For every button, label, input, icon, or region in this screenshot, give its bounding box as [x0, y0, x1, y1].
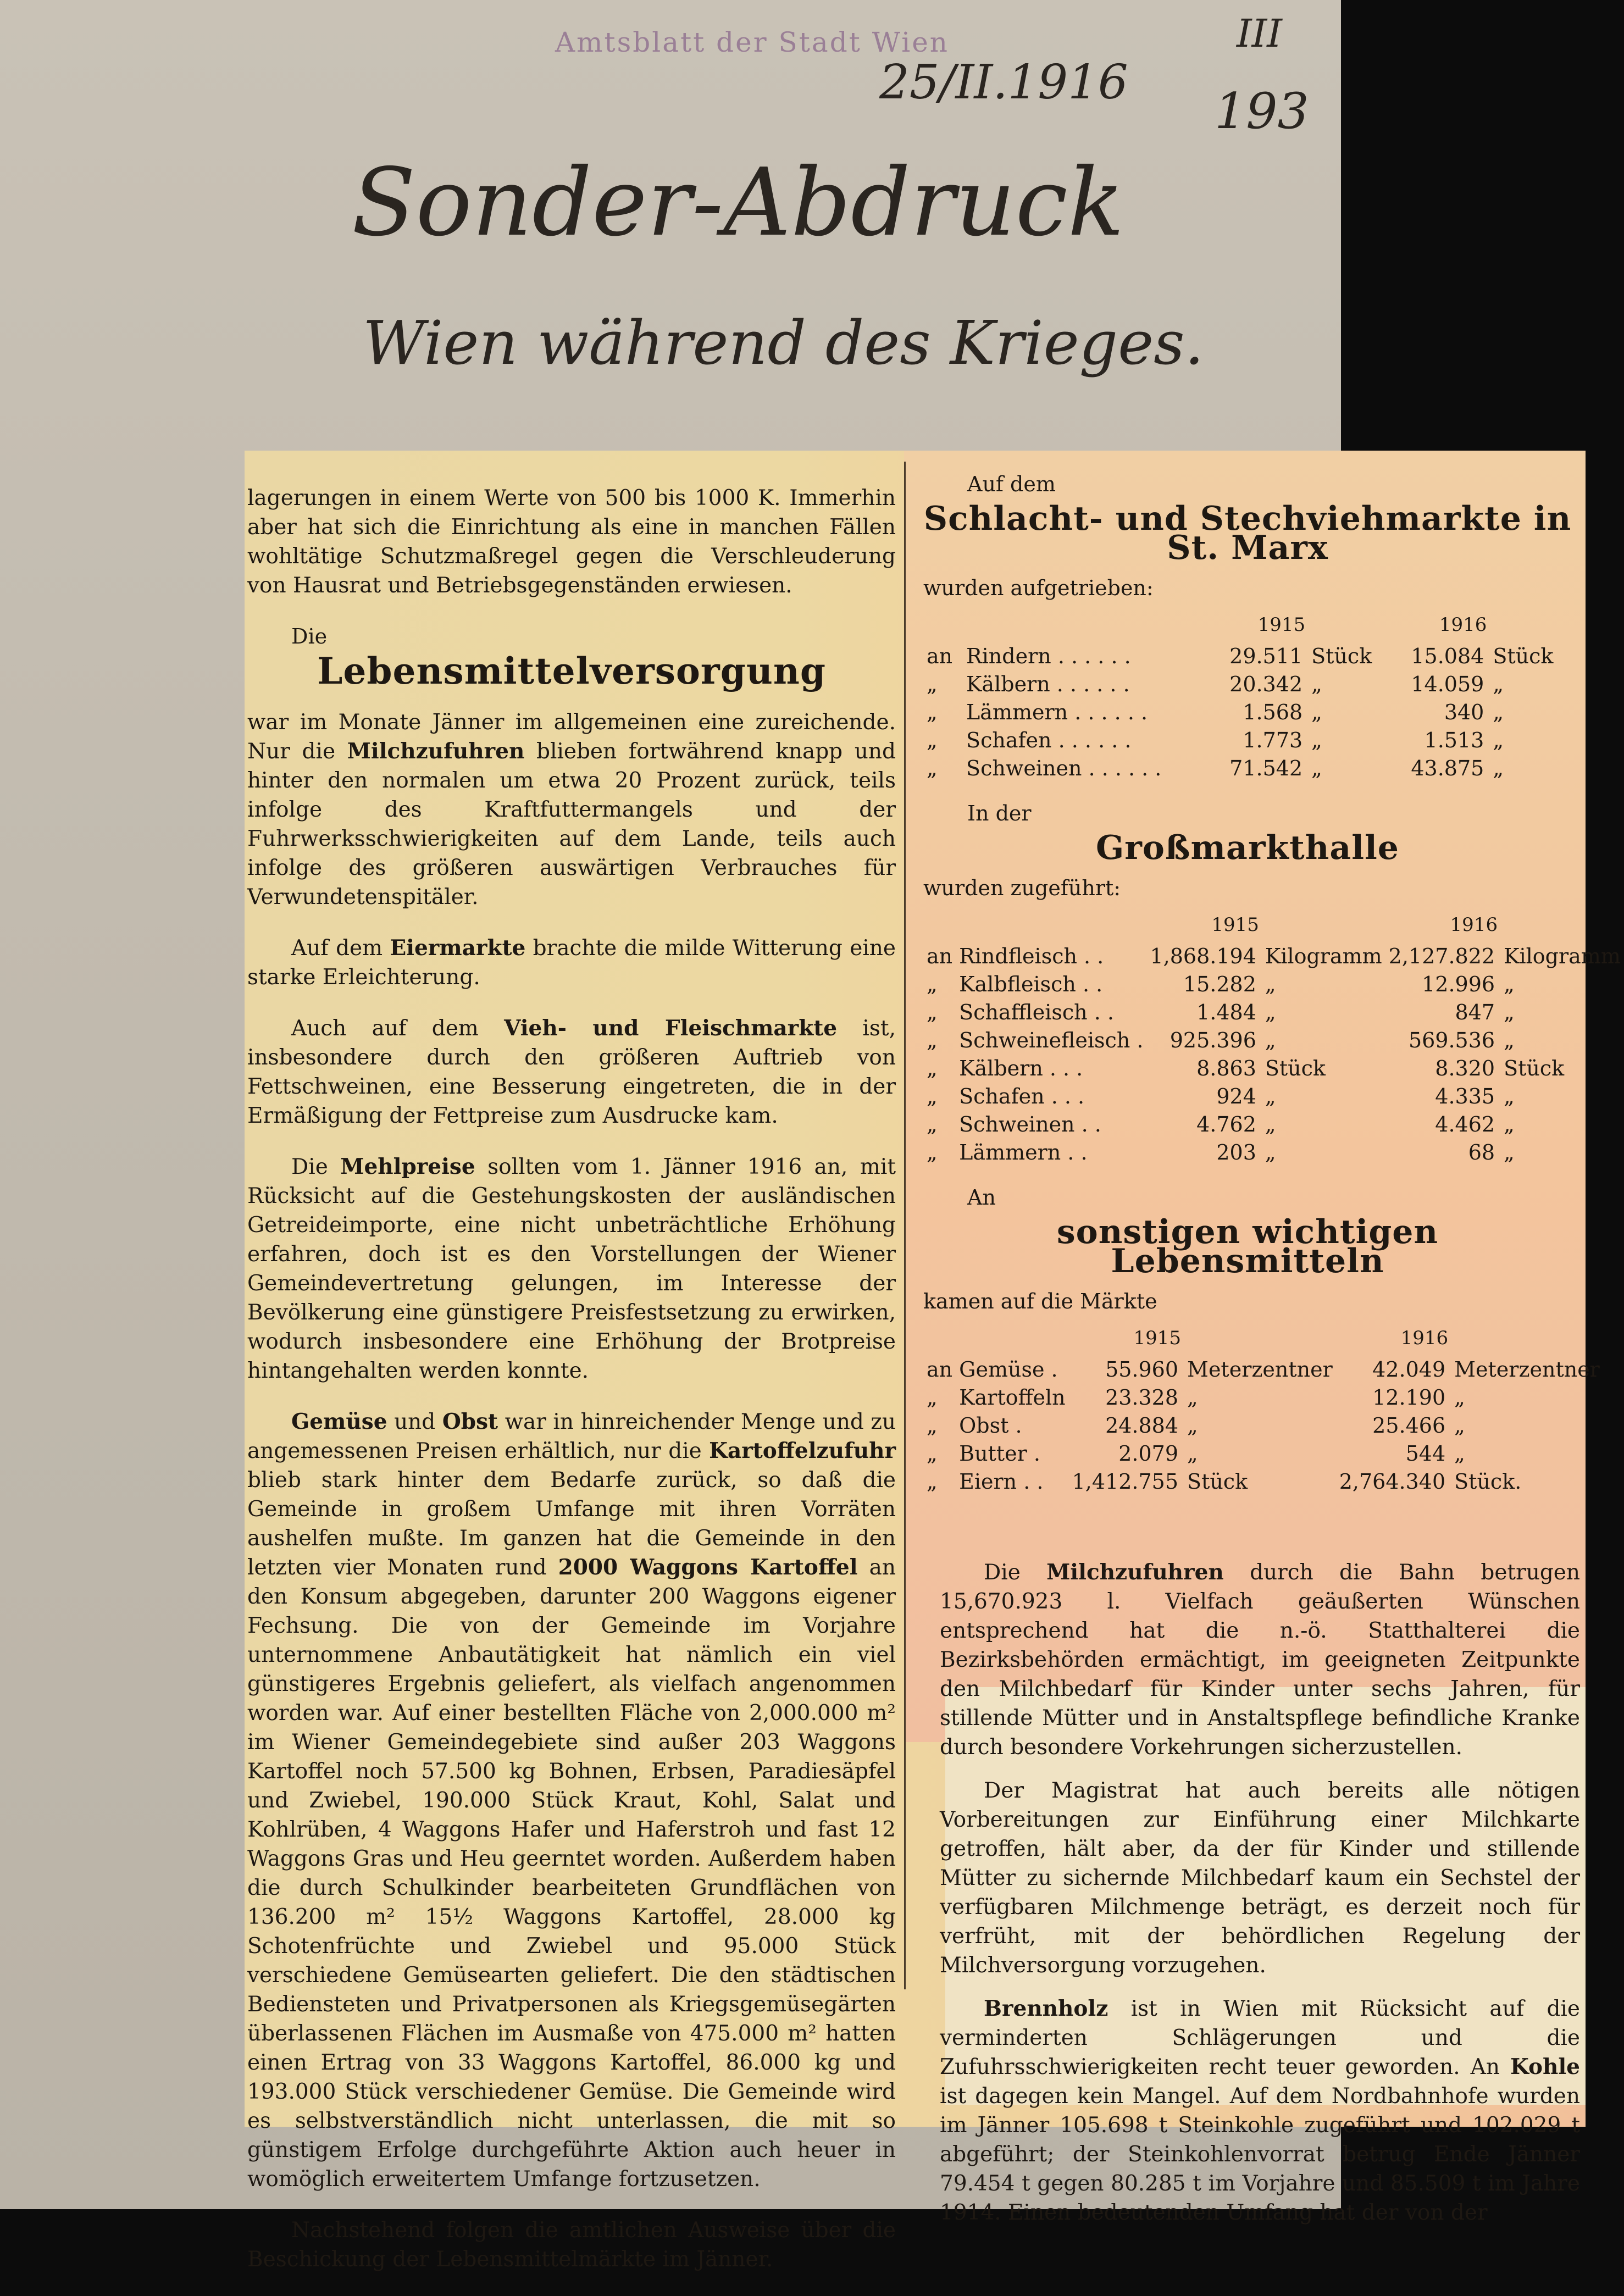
paragraph-milch: war im Monate Jänner im allgemeinen eine zureichende. Nur die Milchzufuhren blieben fortwährend knapp und hinter den normalen um etwa 20 Prozent zurück, teils infolge des Kraftfuttermangels und der Fuhrwerksschwierigkeiten auf dem Lande, teils auch infolge des größeren auswärtigen Verbrauches für Verwundetenspitäler. [247, 710, 896, 909]
table-row: „ Schweinen . . . . . . 71.542 „ 43.875 „ [927, 756, 1504, 780]
paragraph-lagerungen: lagerungen in einem Werte von 500 bis 1000 K. Immerhin aber hat sich die Einrichtung als eine in manchen Fällen wohltätige Schutzmaßregel gegen die Verschleuderung von Hausrat und Betriebsgegenständen erwiesen. [247, 486, 896, 598]
label-auf-dem: Auf dem [967, 472, 1056, 496]
table-row: „ Schweinefleisch . 925.396 „ 569.536 „ [927, 1028, 1515, 1052]
table-row: an Gemüse . 55.960 Meterzentner 42.049 Meterzentner [927, 1357, 1600, 1382]
paragraph-mehlpreise: Die Mehlpreise sollten vom 1. Jänner 1916 an, mit Rücksicht auf die Gestehungskosten der ausländischen Getreideimporte, eine nicht unbeträchtliche Erhöhung erfahren, doch ist es den Vorstellungen der Wiener Gemeindevertretung gelungen, im Interesse der Bevölkerung eine günstigere Preisfestsetzung zu erwirken, wodurch insbesondere eine Erhöhung der Brotpreise hintangehalten werden konnte. [247, 1154, 896, 1383]
lower-right-column [940, 1558, 1580, 2227]
paragraph-brennholz: Brennholz ist in Wien mit Rücksicht auf die verminderten Schlägerungen und die Zufuhrsschwierigkeiten recht teuer geworden. An Kohle ist dagegen kein Mangel. Auf dem Nordbahnhofe wurden im Jänner 105.698 t Steinkohle zugeführt und 102.029 t abgeführt; der Steinkohlenvorrat betrug Ende Jänner 79.454 t gegen 80.285 t im Vorjahre und 85.509 t im Jahre 1914. Einen bedeutenden Umfang hat der von der [940, 1996, 1580, 2225]
table-row: „ Schafen . . . 924 „ 4.335 „ [927, 1084, 1515, 1108]
handwritten-folio-number: 193 [1215, 82, 1309, 140]
paragraph-gemuese: Gemüse und Obst war in hinreichender Menge und zu angemessenen Preisen erhältlich, nur die Kartoffelzufuhr blieb stark hinter dem Bedarfe zurück, so daß die Gemeinde in großem Umfange mit ihren Vorräten aushelfen mußte. Im ganzen hat die Gemeinde in den letzten vier Monaten rund 2000 Waggons Kartoffel an den Konsum abgegeben, darunter 200 Waggons eigener Fechsung. Die von der Gemeinde im Vorjahre unternommene Anbautätigkeit hat nämlich ein viel günstigeres Ergebnis geliefert, als vielfach angenommen worden war. Auf einer bestellten Fläche von 2,000.000 m² im Wiener Gemeindegebiete sind außer 203 Waggons Kartoffel noch 57.500 kg Bohnen, Erbsen, Paradiesäpfel und Zwiebel, 190.000 Stück Kraut, Kohl, Salat und Kohlrüben, 4 Waggons Hafer und Haferstroh und fast 12 Waggons Gras und Heu geerntet worden. Außerdem haben die durch Schulkinder bearbeiteten Grundflächen von 136.200 m² 15½ Waggons Kartoffel, 28.000 kg Schotenfrüchte und Zwiebel und 95.000 Stück verschiedene Gemüsearten geliefert. Die den städtischen Bediensteten und Privatpersonen als Kriegsgemüsegärten überlassenen Flächen im Ausmaße von 475.000 m² hatten einen Ertrag von 33 Waggons Kartoffel, 86.000 kg und 193.000 Stück verschiedener Gemüse. Die Gemeinde wird es selbstverständlich nicht unterlassen, die mit so günstigem Erfolge durchgeführte Aktion auch heuer in womöglich erweitertem Umfange fortzusetzen. [247, 1409, 896, 2192]
column-divider [904, 462, 906, 1989]
label-in-der: In der [967, 801, 1032, 825]
label-zugefuehrt: wurden zugeführt: [923, 876, 1121, 900]
label-an: An [967, 1185, 996, 1210]
label-die: Die [291, 624, 328, 648]
table-row: „ Schweinen . . 4.762 „ 4.462 „ [927, 1112, 1515, 1136]
table-row: „ Lämmern . . . . . . 1.568 „ 340 „ [927, 700, 1504, 724]
table-row: „ Kartoffeln 23.328 „ 12.190 „ [927, 1385, 1465, 1410]
table-row: „ Kalbfleisch . . 15.282 „ 12.996 „ [927, 972, 1515, 996]
heading-grossmarkthalle: Großmarkthalle [1096, 829, 1399, 867]
archive-stamp: Amtsblatt der Stadt Wien [555, 26, 949, 58]
heading-schlachtviehmarkt: Schlacht- und Stechviehmarkte in St. Marx [923, 500, 1572, 567]
heading-lebensmittelversorgung: Lebensmittelversorgung [317, 650, 826, 692]
year-1915: 1915 [1257, 614, 1306, 636]
table-grossmarkthalle: 1915 1916 an Rindfleisch . . 1,868.194 Kilogramm 2,127.822 Kilogramm „ Kalbfleisch . . 15.282 „ 12.996 „ „ Schaffleisch . . 1.484 „ 847 „ „ Schweinefleisch . 925.396 „ 569.536 „ „ Kälbern . . . 8.863 Stück 8.320 Stück „ Schafen . . . 924 „ 4.335 „ „ Schweinen . . 4.762 „ 4.462 „ „ Lämmern . . 203 „ 68 „ [923, 911, 1624, 1167]
paragraph-milchzufuhren: Die Milchzufuhren durch die Bahn betrugen 15,670.923 l. Vielfach geäußerten Wünschen entsprechend hat die n.-ö. Statthalterei die Bezirksbehörden ermächtigt, im geeigneten Zeitpunkte den Milchbedarf für Kinder unter sechs Jahren, für stillende Mütter und in Anstaltspflege befindliche Kranke durch besondere Vorkehrungen sicherzustellen. [940, 1560, 1580, 1760]
table-row: „ Kälbern . . . . . . 20.342 „ 14.059 „ [927, 672, 1504, 696]
table-row: „ Schafen . . . . . . 1.773 „ 1.513 „ [927, 728, 1504, 752]
handwritten-roman-numeral: III [1237, 11, 1282, 56]
table-row: „ Kälbern . . . 8.863 Stück 8.320 Stück [927, 1056, 1565, 1080]
paragraph-eiermarkt: Auf dem Eiermarkte brachte die milde Witterung eine starke Erleichterung. [247, 935, 896, 990]
paragraph-nachstehend: Nachstehend folgen die amtlichen Ausweise über die Beschickung der Lebensmittelmärkte im Jänner. [247, 2218, 896, 2272]
paragraph-milchkarte: Der Magistrat hat auch bereits alle nötigen Vorbereitungen zur Einführung einer Milchkarte getroffen, hält aber, da der für Kinder und stillende Mütter zu sichernde Milchbedarf kaum ein Sechstel der verfügbaren Milchmenge beträgt, es derzeit noch für verfrüht, mit der behördlichen Regelung der Milchversorgung vorzugehen. [940, 1778, 1580, 1978]
left-column [247, 484, 896, 2296]
label-maerkte: kamen auf die Märkte [923, 1289, 1157, 1313]
label-aufgetrieben: wurden aufgetrieben: [923, 576, 1154, 600]
handwritten-title: Sonder-Abdruck [352, 148, 1124, 257]
year-1916: 1916 [1439, 614, 1487, 636]
table-row: an Rindern . . . . . . 29.511 Stück 15.084 Stück [927, 644, 1554, 668]
table-row: an Rindfleisch . . 1,868.194 Kilogramm 2,127.822 Kilogramm [927, 944, 1621, 968]
heading-sonstige-lebensmittel: sonstigen wichtigen Lebensmitteln [1056, 1213, 1439, 1280]
table-row: „ Lämmern . . 203 „ 68 „ [927, 1140, 1515, 1164]
table-viehmarkt [923, 611, 1572, 783]
table-row: „ Obst . 24.884 „ 25.466 „ [927, 1413, 1465, 1438]
table-row: „ Butter . 2.079 „ 544 „ [927, 1441, 1465, 1466]
paragraph-viehmarkt: Auch auf dem Vieh- und Fleischmarkte ist, insbesondere durch den größeren Auftrieb von Fettschweinen, eine Besserung eingetreten, die in der Ermäßigung der Fettpreise zum Ausdrucke kam. [247, 1016, 896, 1128]
table-row: „ Eiern . . 1,412.755 Stück 2,764.340 Stück. [927, 1469, 1522, 1494]
right-column [923, 470, 1621, 1496]
handwritten-date: 25/II.1916 [879, 55, 1128, 110]
table-row: „ Schaffleisch . . 1.484 „ 847 „ [927, 1000, 1515, 1024]
handwritten-subtitle: Wien während des Krieges. [363, 308, 1204, 378]
table-sonstige-lebensmittel: 1915 1916 an Gemüse . 55.960 Meterzentner 42.049 Meterzentner „ Kartoffeln 23.328 „ 12.190 „ „ Obst . 24.884 „ 25.466 „ „ Butter . 2.079 „ 544 „ „ Eiern . . 1,412.755 Stück 2,764.340 Stück. [923, 1324, 1603, 1496]
